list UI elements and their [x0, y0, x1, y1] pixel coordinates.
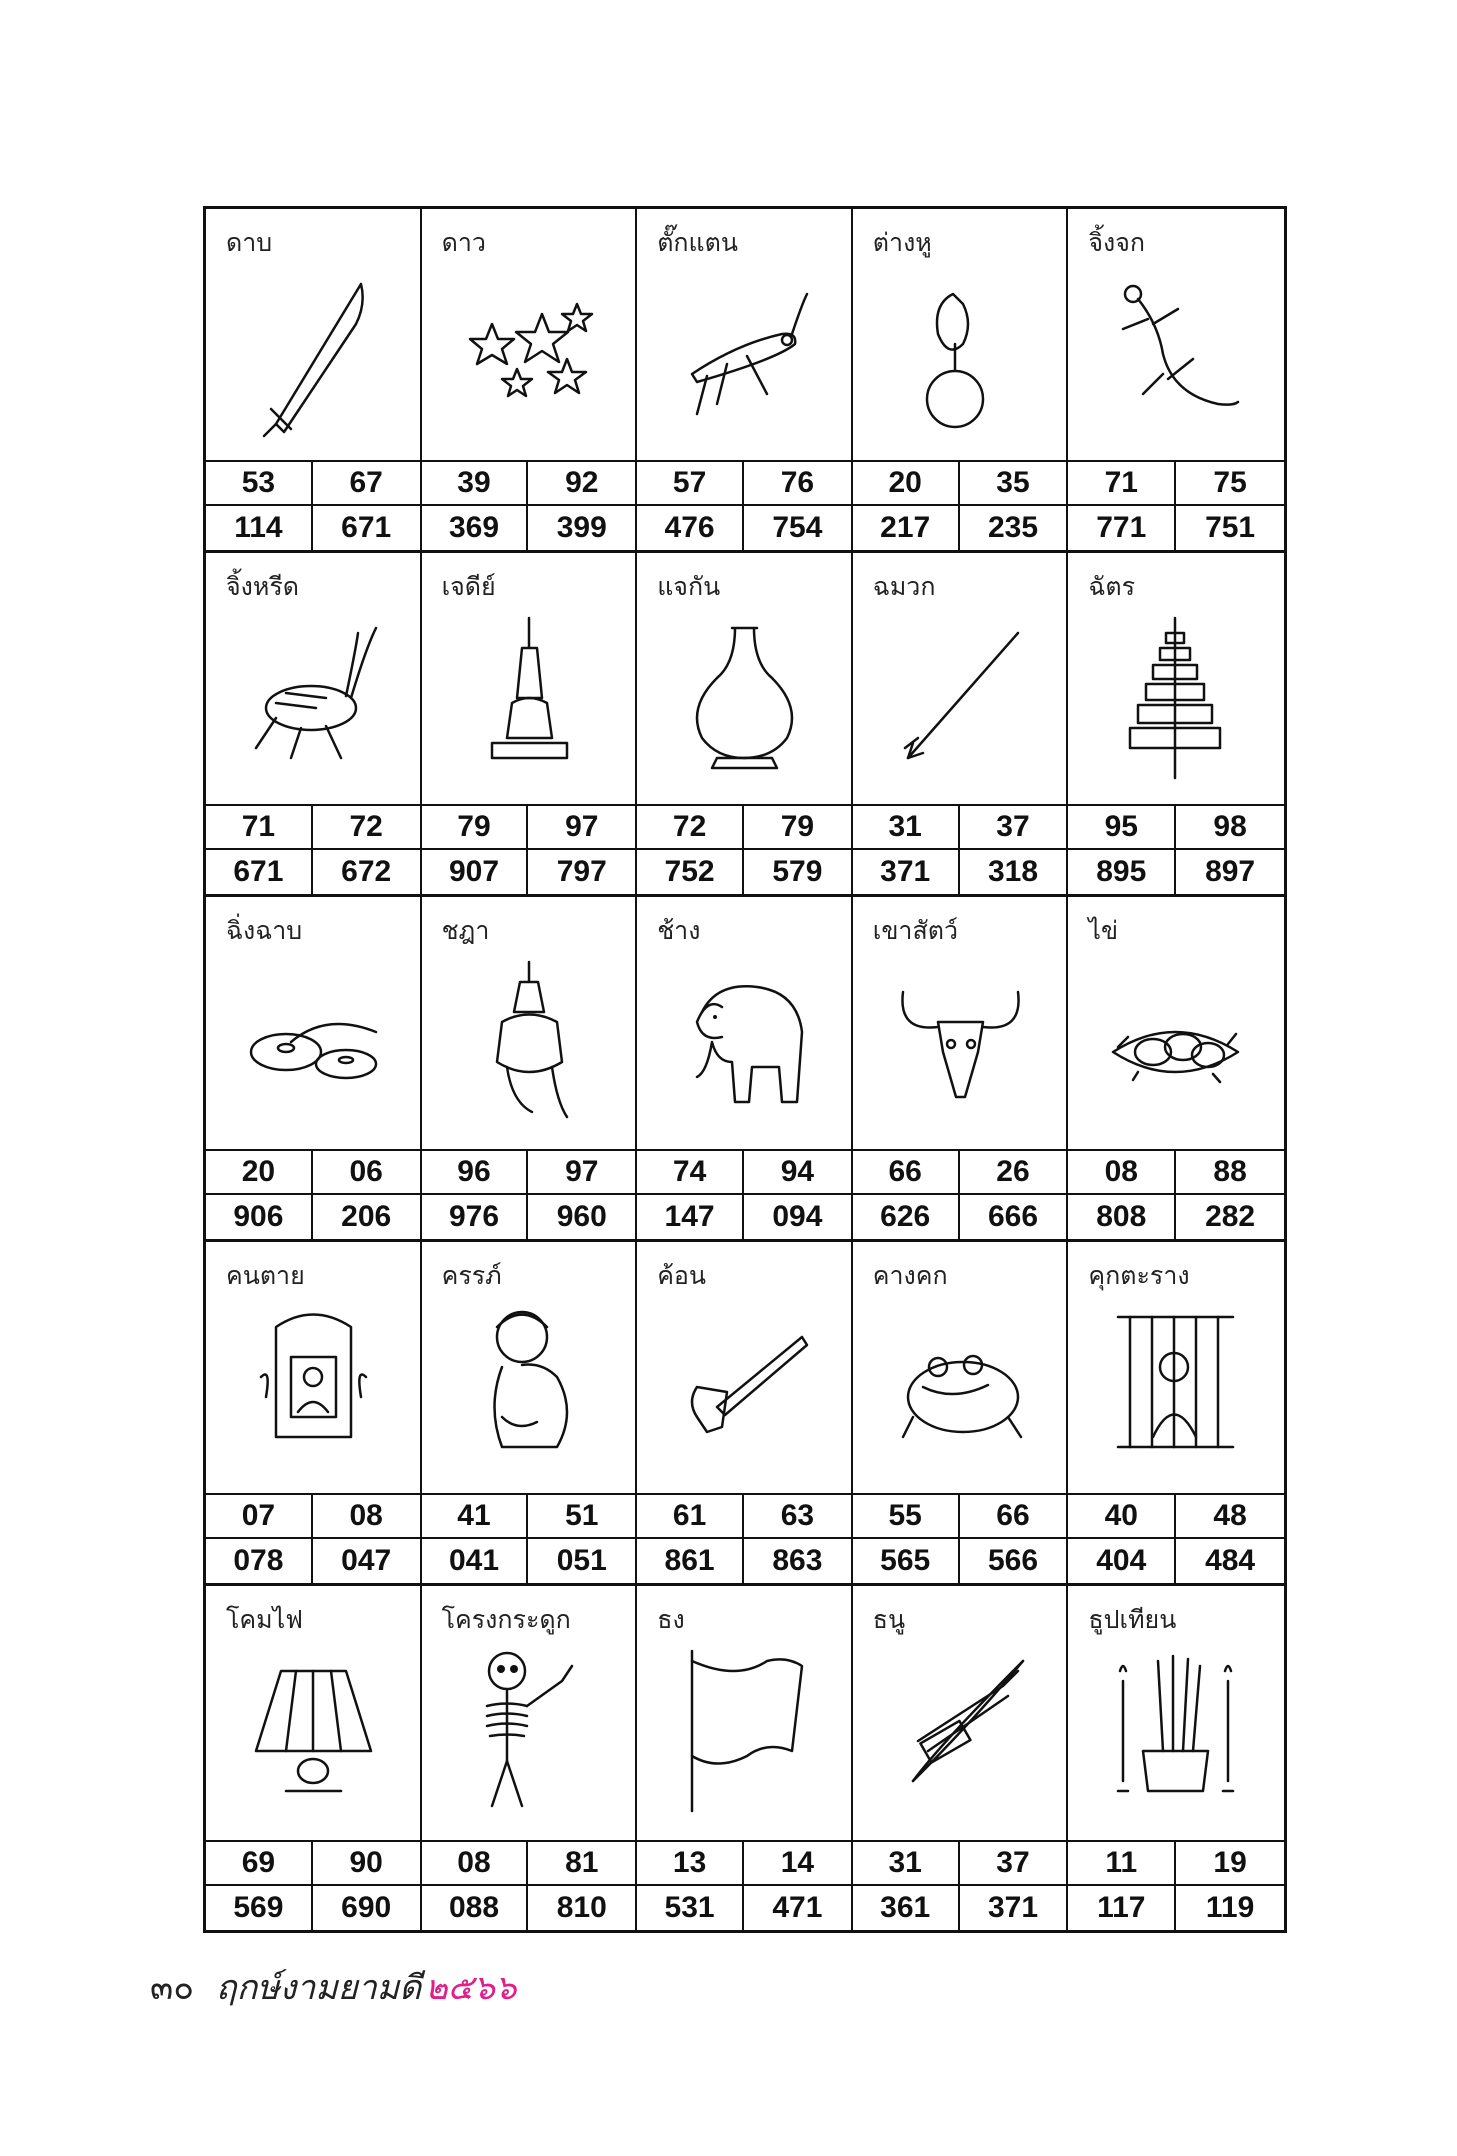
number-grid [637, 1842, 851, 1930]
picture-area [206, 1586, 420, 1842]
two-digit-number: 97 [528, 806, 635, 850]
two-digit-number: 92 [528, 462, 635, 506]
picture-area [422, 1586, 636, 1842]
item-label: โครงกระดูก [441, 1604, 571, 1634]
cymbals-icon [246, 952, 381, 1127]
table-cell [422, 553, 638, 897]
number-grid [1068, 462, 1284, 550]
table-cell [853, 209, 1069, 553]
three-digit-number: 569 [206, 1886, 313, 1930]
page-number: ๓๐ [150, 1968, 194, 2008]
three-digit-number: 895 [1068, 850, 1176, 894]
three-digit-number: 088 [422, 1886, 529, 1930]
pregnant-woman-icon [462, 1297, 597, 1472]
table-cell [637, 897, 853, 1241]
number-grid [206, 462, 420, 550]
picture-area [1068, 897, 1284, 1150]
three-digit-number: 484 [1205, 1543, 1256, 1577]
three-digit-number: 318 [987, 855, 1039, 889]
three-digit-number: 119 [1205, 1891, 1255, 1924]
stupa-icon [462, 608, 597, 783]
item-label: ฉัตร [1088, 572, 1136, 602]
lamp-icon [246, 1641, 381, 1816]
item-label: ธูปเทียน [1088, 1604, 1177, 1634]
number-grid [853, 462, 1067, 550]
three-digit-number: 078 [206, 1539, 313, 1583]
two-digit-number: 71 [206, 806, 313, 850]
number-grid [853, 1842, 1067, 1930]
picture-area [637, 1242, 851, 1495]
item-label: เขาสัตว์ [872, 916, 959, 946]
two-digit-number: 14 [744, 1842, 851, 1886]
item-label: คนตาย [226, 1260, 305, 1290]
three-digit-number: 117 [1068, 1886, 1176, 1930]
skeleton-icon [462, 1641, 597, 1816]
picture-area [1068, 553, 1284, 806]
two-digit-number: 41 [422, 1495, 529, 1539]
three-digit-number: 672 [341, 855, 392, 889]
three-digit-number: 476 [637, 506, 744, 550]
funeral-portrait-icon [246, 1297, 381, 1472]
number-grid [853, 806, 1067, 894]
table-cell [637, 209, 853, 553]
three-digit-number: 235 [987, 511, 1039, 545]
two-digit-number: 20 [853, 462, 960, 506]
picture-area [422, 553, 636, 806]
table-cell [206, 897, 422, 1241]
two-digit-number: 40 [1068, 1495, 1176, 1539]
two-digit-number: 76 [744, 462, 851, 506]
picture-area [853, 209, 1067, 462]
three-digit-number: 907 [422, 850, 529, 894]
picture-area [422, 897, 636, 1150]
three-digit-number: 282 [1205, 1199, 1256, 1233]
picture-area [637, 553, 851, 806]
picture-area [637, 897, 851, 1150]
three-digit-number: 671 [206, 850, 313, 894]
earring-icon [893, 264, 1028, 439]
grasshopper-icon [677, 264, 812, 439]
three-digit-number: 399 [556, 511, 607, 545]
table-cell [853, 553, 1069, 897]
picture-area [206, 897, 420, 1150]
picture-area [206, 553, 420, 806]
item-label: ไข่ [1088, 916, 1119, 946]
three-digit-number: 051 [556, 1543, 607, 1577]
two-digit-number: 90 [313, 1842, 420, 1886]
two-digit-number: 72 [313, 806, 420, 850]
number-grid [206, 1842, 420, 1930]
table-cell [1068, 897, 1284, 1241]
number-grid [1068, 1151, 1284, 1239]
lizard-icon [1108, 264, 1243, 439]
two-digit-number: 79 [744, 806, 851, 850]
number-grid [422, 1151, 636, 1239]
two-digit-number: 51 [528, 1495, 635, 1539]
three-digit-number: 404 [1068, 1539, 1176, 1583]
item-label: ต่างหู [872, 228, 932, 257]
three-digit-number: 976 [422, 1195, 529, 1239]
two-digit-number: 07 [206, 1495, 313, 1539]
three-digit-number: 094 [772, 1199, 823, 1233]
three-digit-number: 754 [772, 511, 823, 545]
two-digit-number: 37 [960, 1842, 1067, 1886]
picture-area [1068, 209, 1284, 462]
picture-area [853, 1242, 1067, 1495]
table-cell [206, 553, 422, 897]
two-digit-number: 63 [744, 1495, 851, 1539]
picture-area [853, 1586, 1067, 1842]
three-digit-number: 897 [1205, 855, 1256, 889]
two-digit-number: 81 [528, 1842, 635, 1886]
item-label: ดาบ [226, 228, 273, 257]
two-digit-number: 94 [744, 1151, 851, 1195]
picture-area [206, 1242, 420, 1495]
hammer-icon [677, 1297, 812, 1472]
picture-area [637, 209, 851, 462]
incense-candles-icon [1108, 1641, 1243, 1816]
tiered-umbrella-icon [1108, 608, 1243, 783]
two-digit-number: 31 [853, 806, 960, 850]
two-digit-number: 55 [853, 1495, 960, 1539]
item-label: ธนู [872, 1604, 906, 1634]
book-title: ฤกษ์งามยามดี [216, 1968, 422, 2008]
picture-area [422, 1242, 636, 1495]
prison-icon [1108, 1297, 1243, 1472]
two-digit-number: 88 [1176, 1151, 1284, 1195]
picture-area [422, 209, 636, 462]
flag-icon [677, 1641, 812, 1816]
picture-area [853, 553, 1067, 806]
two-digit-number: 19 [1176, 1842, 1284, 1886]
number-grid [206, 1151, 420, 1239]
crown-icon [462, 952, 597, 1127]
two-digit-number: 72 [637, 806, 744, 850]
three-digit-number: 752 [637, 850, 744, 894]
number-grid [1068, 806, 1284, 894]
three-digit-number: 671 [341, 511, 392, 545]
table-cell [1068, 1242, 1284, 1586]
three-digit-number: 861 [637, 1539, 744, 1583]
item-label: ตั๊กแตน [657, 228, 738, 257]
three-digit-number: 371 [853, 850, 960, 894]
two-digit-number: 06 [313, 1151, 420, 1195]
two-digit-number: 71 [1068, 462, 1176, 506]
two-digit-number: 35 [960, 462, 1067, 506]
eggs-nest-icon [1108, 952, 1243, 1127]
three-digit-number: 666 [987, 1199, 1039, 1233]
table-cell [1068, 553, 1284, 897]
two-digit-number: 67 [313, 462, 420, 506]
number-grid [422, 1842, 636, 1930]
table-cell [637, 1242, 853, 1586]
three-digit-number: 361 [853, 1886, 960, 1930]
toad-icon [893, 1297, 1028, 1472]
three-digit-number: 751 [1205, 511, 1256, 545]
table-cell [422, 209, 638, 553]
number-grid [637, 806, 851, 894]
animal-horns-icon [893, 952, 1028, 1127]
two-digit-number: 48 [1176, 1495, 1284, 1539]
sword-icon [246, 264, 381, 439]
item-label: ฉิ่งฉาบ [226, 916, 303, 946]
table-cell [1068, 1586, 1284, 1930]
table-cell [1068, 209, 1284, 553]
two-digit-number: 26 [960, 1151, 1067, 1195]
three-digit-number: 206 [341, 1199, 392, 1233]
three-digit-number: 471 [772, 1891, 823, 1924]
vase-icon [677, 608, 812, 783]
two-digit-number: 31 [853, 1842, 960, 1886]
item-label: คุกตะราง [1088, 1260, 1190, 1290]
three-digit-number: 369 [422, 506, 529, 550]
three-digit-number: 371 [987, 1891, 1039, 1924]
table-cell [206, 209, 422, 553]
number-grid [637, 1495, 851, 1583]
number-grid [1068, 1495, 1284, 1583]
bow-arrows-icon [893, 1641, 1028, 1816]
two-digit-number: 95 [1068, 806, 1176, 850]
two-digit-number: 13 [637, 1842, 744, 1886]
two-digit-number: 74 [637, 1151, 744, 1195]
table-cell [637, 553, 853, 897]
number-grid [422, 462, 636, 550]
picture-area [206, 209, 420, 462]
cricket-icon [246, 608, 381, 783]
two-digit-number: 61 [637, 1495, 744, 1539]
two-digit-number: 57 [637, 462, 744, 506]
number-grid [422, 1495, 636, 1583]
number-grid [853, 1495, 1067, 1583]
two-digit-number: 66 [853, 1151, 960, 1195]
item-label: คางคก [872, 1260, 948, 1290]
elephant-icon [677, 952, 812, 1127]
table-cell [637, 1586, 853, 1930]
table-cell [422, 1586, 638, 1930]
number-grid [637, 1151, 851, 1239]
three-digit-number: 626 [853, 1195, 960, 1239]
number-grid [637, 462, 851, 550]
book-year: ๒๕๖๖ [425, 1968, 517, 2008]
three-digit-number: 579 [772, 855, 823, 889]
item-label: ดาว [441, 228, 486, 257]
harpoon-icon [893, 608, 1028, 783]
stars-icon [462, 264, 597, 439]
number-grid [206, 806, 420, 894]
number-grid [853, 1151, 1067, 1239]
three-digit-number: 566 [987, 1543, 1039, 1577]
item-label: ช้าง [657, 916, 701, 946]
table-cell [422, 897, 638, 1241]
table-cell [206, 1242, 422, 1586]
picture-area [1068, 1586, 1284, 1842]
item-label: ธง [657, 1604, 685, 1634]
table-cell [206, 1586, 422, 1930]
item-label: โคมไฟ [226, 1604, 303, 1634]
item-label: ครรภ์ [441, 1260, 502, 1290]
item-label: จิ้งหรีด [226, 572, 299, 602]
two-digit-number: 08 [313, 1495, 420, 1539]
two-digit-number: 96 [422, 1151, 529, 1195]
two-digit-number: 39 [422, 462, 529, 506]
two-digit-number: 08 [1068, 1151, 1176, 1195]
number-table [203, 206, 1287, 1933]
three-digit-number: 810 [556, 1891, 607, 1924]
three-digit-number: 047 [341, 1543, 392, 1577]
two-digit-number: 69 [206, 1842, 313, 1886]
number-grid [206, 1495, 420, 1583]
item-label: เจดีย์ [441, 572, 496, 602]
table-cell [422, 1242, 638, 1586]
three-digit-number: 960 [556, 1199, 607, 1233]
three-digit-number: 565 [853, 1539, 960, 1583]
table-cell [853, 897, 1069, 1241]
picture-area [853, 897, 1067, 1150]
item-label: จิ้งจก [1088, 228, 1146, 257]
item-label: ชฎา [441, 916, 490, 946]
number-grid [422, 806, 636, 894]
table-cell [853, 1242, 1069, 1586]
three-digit-number: 114 [206, 506, 313, 550]
two-digit-number: 11 [1068, 1842, 1176, 1886]
three-digit-number: 771 [1068, 506, 1176, 550]
three-digit-number: 808 [1068, 1195, 1176, 1239]
two-digit-number: 37 [960, 806, 1067, 850]
three-digit-number: 690 [341, 1891, 392, 1924]
two-digit-number: 66 [960, 1495, 1067, 1539]
item-label: ฉมวก [872, 572, 936, 602]
two-digit-number: 98 [1176, 806, 1284, 850]
two-digit-number: 20 [206, 1151, 313, 1195]
number-grid [1068, 1842, 1284, 1930]
three-digit-number: 531 [637, 1886, 744, 1930]
three-digit-number: 797 [556, 855, 607, 889]
item-label: แจกัน [657, 572, 721, 602]
three-digit-number: 041 [422, 1539, 529, 1583]
three-digit-number: 147 [637, 1195, 744, 1239]
picture-area [1068, 1242, 1284, 1495]
page-footer [150, 1960, 517, 2014]
item-label: ค้อน [657, 1260, 707, 1290]
table-cell [853, 1586, 1069, 1930]
two-digit-number: 97 [528, 1151, 635, 1195]
two-digit-number: 08 [422, 1842, 529, 1886]
two-digit-number: 75 [1176, 462, 1284, 506]
picture-area [637, 1586, 851, 1842]
three-digit-number: 863 [772, 1543, 823, 1577]
three-digit-number: 217 [853, 506, 960, 550]
two-digit-number: 53 [206, 462, 313, 506]
three-digit-number: 906 [206, 1195, 313, 1239]
two-digit-number: 79 [422, 806, 529, 850]
